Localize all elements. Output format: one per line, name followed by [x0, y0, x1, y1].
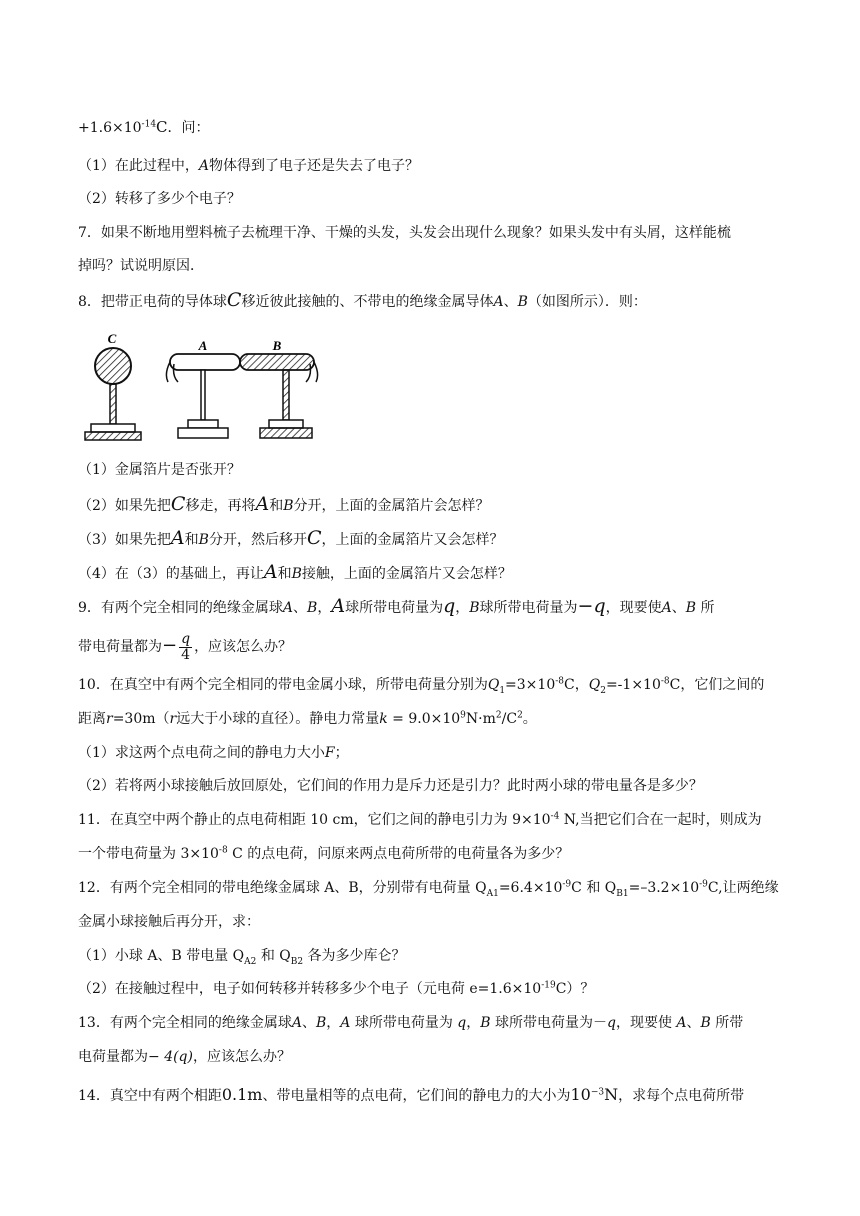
q8-var-c: C: [226, 289, 242, 311]
q12-s2-exp: -19: [541, 980, 556, 991]
q12-sub2: [78, 979, 594, 999]
q10-q1-exp: -8: [555, 676, 565, 687]
q10-q2-sub: 2: [600, 685, 606, 696]
q10-l2g: 。: [522, 711, 537, 727]
prev-sub1-rest: 物体得到了电子还是失去了电子？: [209, 158, 420, 174]
fig-label-c: C: [107, 334, 117, 346]
q12-l1c: C 和 Q: [571, 880, 617, 896]
q12-l1d: =–3.2×10: [628, 880, 700, 896]
q11-l1a: 11．在真空中两个静止的点电荷相距 10 cm，它们之间的静电引力为 9×10: [78, 812, 551, 828]
q8-intro: [78, 290, 647, 312]
q9-sep: 、: [293, 600, 308, 616]
q9-fraction: [179, 632, 192, 663]
q9-d: 球所带电荷量为: [479, 600, 578, 616]
q10-m-exp: 2: [495, 710, 502, 721]
q13-l1d: ，: [466, 1015, 481, 1031]
q10-q2-val: =-1×10: [605, 677, 661, 693]
q8-s4-and: 和: [277, 566, 292, 582]
ask-text: ．问：: [167, 120, 210, 136]
q10-q1: Q: [487, 677, 500, 693]
q12-sub1: [78, 946, 406, 966]
q9-var-q: q: [443, 595, 456, 617]
q13-l1c: 球所带电荷量为: [350, 1015, 458, 1031]
q14-line1: [78, 1085, 744, 1106]
q10-s1b: ；: [334, 745, 349, 761]
q8-s2-a: （2）如果先把: [78, 498, 171, 514]
q9-neg-q: −q: [577, 595, 606, 617]
prev-sub1: [78, 156, 419, 176]
conductor-figure: [84, 334, 324, 446]
q10-sub1: [78, 743, 349, 763]
q10-k-exp: 9: [460, 710, 466, 721]
q9-var-b2: B: [469, 600, 480, 616]
q8-s4-a: （4）在（3）的基础上，再让: [78, 566, 264, 582]
q12-exp2: -9: [699, 879, 708, 890]
q13-l1e: 球所带电荷量为－: [490, 1015, 607, 1031]
prev-sub2: （2）转移了多少个电子？: [78, 191, 241, 207]
q13-line2: [78, 1047, 291, 1067]
q14-force-exp: −3: [590, 1087, 605, 1098]
q11-l2b: C 的点电荷，问原来两点电荷所带的电荷量各为多少？: [227, 846, 570, 862]
q8-sub4: [78, 562, 512, 584]
q12-s2a: （2）在接触过程中，电子如何转移并转移多少个电子（元电荷 e=1.6×10: [78, 981, 542, 997]
q8-var-b: B: [517, 294, 528, 310]
q13-sep2: 、: [686, 1015, 701, 1031]
q13-b: B: [315, 1015, 327, 1031]
q13-a3: A: [676, 1015, 687, 1031]
prev-sub1-var: A: [198, 158, 210, 174]
q14-force-unit: N: [604, 1085, 619, 1104]
q8-s4-rest: 接触，上面的金属箔片又会怎样？: [301, 566, 512, 582]
q10-r: r: [106, 711, 113, 727]
q14-c: ，求每个点电荷所带: [618, 1088, 745, 1104]
q12-l1b: =6.4×10: [498, 880, 563, 896]
q10-line1: [78, 675, 764, 695]
q8-s3-var-b: B: [198, 532, 209, 548]
q13-b2: B: [480, 1015, 491, 1031]
q13-q: q: [457, 1015, 467, 1031]
q8-sub3: [78, 528, 504, 550]
q9-b: 球所带电荷量为: [345, 600, 444, 616]
charge-line: [78, 117, 210, 138]
q10-r2: r: [169, 711, 177, 727]
q8-s3-rest: ，上面的金属箔片又会怎样？: [321, 532, 504, 548]
q10-q2-unit: C，它们之间的: [669, 677, 765, 693]
q9-line2: [78, 628, 292, 665]
q9-f: 所: [700, 600, 715, 616]
q11-l2a: 一个带电荷量为 3×10: [78, 846, 219, 862]
q13-l1b: ，: [326, 1015, 341, 1031]
q9-comma: ，: [317, 600, 332, 616]
q10-q1-unit: C，: [564, 677, 589, 693]
charge-exponent: -14: [141, 119, 157, 130]
q14-force: 10: [570, 1085, 591, 1104]
q8-s2-var-a: A: [255, 493, 270, 515]
q10-q2-exp: -8: [660, 676, 670, 687]
q9-c: ，: [455, 600, 470, 616]
q12-s2b: C）？: [555, 981, 595, 997]
q8-sub1: （1）金属箔片是否张开？: [78, 462, 241, 478]
q8-var-a: A: [493, 294, 504, 310]
q14-b: 、带电量相等的点电荷，它们间的静电力的大小为: [262, 1088, 571, 1104]
q9-var-a2: A: [331, 595, 346, 617]
q7-line2: 掉吗？试说明原因．: [78, 258, 204, 274]
q12-qb1-sub: B1: [616, 888, 629, 899]
q8-intro-a: 8．把带正电荷的导体球: [78, 294, 227, 310]
q8-s3-var-c: C: [306, 527, 322, 549]
q9-h: ，应该怎么办？: [194, 639, 293, 655]
q10-q2: Q: [588, 677, 601, 693]
charged-sphere-c: [85, 348, 141, 440]
q8-s4-var-a: A: [263, 561, 278, 583]
q12-qa2-sub: A2: [244, 956, 257, 967]
q13-q2: q: [607, 1015, 616, 1031]
q10-l1a: 10．在真空中有两个完全相同的带电金属小球，所带电荷量分别为: [78, 677, 488, 693]
q9-e: ，现要使: [605, 600, 662, 616]
q9-var-b: B: [307, 600, 318, 616]
q9-minus: −: [162, 635, 178, 656]
q13-l1f: ，现要使: [615, 1015, 677, 1031]
q9-frac-den: 4: [181, 646, 191, 663]
charge-value: +1.6×10: [78, 120, 142, 136]
q12-l1e: C,让两绝缘: [707, 880, 779, 896]
q10-l2a: 距离: [78, 711, 106, 727]
q10-sub2: （2）若将两小球接触后放回原处，它们间的作用力是斥力还是引力？此时两小球的带电量各是多少？: [78, 778, 703, 794]
q9-var-b3: B: [685, 600, 697, 616]
fig-label-b: B: [272, 338, 282, 353]
q10-s1a: （1）求这两个点电荷之间的静电力大小: [78, 745, 325, 761]
charge-unit: C: [156, 118, 168, 136]
q8-s3-a: （3）如果先把: [78, 532, 171, 548]
q11-line2: [78, 844, 569, 864]
q11-l2-exp: -8: [218, 845, 228, 856]
q10-q1-sub: 1: [499, 685, 506, 696]
q10-k: k: [379, 711, 388, 727]
q9-frac-num: q: [181, 630, 191, 647]
q12-qb2-sub: B2: [290, 956, 304, 967]
q10-q1-val: =3×10: [505, 677, 556, 693]
q8-s2-rest: 分开，上面的金属箔片会怎样？: [293, 498, 490, 514]
q7-line1: 7．如果不断地用塑料梳子去梳理干净、干燥的头发，头发会出现什么现象？如果头发中有头屑，这样能梳: [78, 225, 731, 241]
q13-a2: A: [340, 1015, 351, 1031]
q9-g: 带电荷量都为: [78, 639, 162, 655]
q10-l2e: N·m: [465, 711, 496, 727]
q11-l1-exp: -4: [550, 811, 560, 822]
q13-l2a: 电荷量都为−: [78, 1049, 165, 1065]
q12-s1a: （1）小球 A、B 带电量 Q: [78, 948, 245, 964]
conductor-a: [166, 354, 240, 438]
q9-sep2: 、: [671, 600, 686, 616]
q12-s1c: 各为多少库仑？: [303, 948, 406, 964]
q8-s3-b: 分开，然后移开: [208, 532, 307, 548]
q10-l2c: 远大于小球的直径）。静电力常量: [176, 711, 380, 727]
q10-l2d: = 9.0×10: [387, 711, 461, 727]
q13-sep: 、: [301, 1015, 316, 1031]
q10-l2f: /C: [501, 711, 518, 727]
q14-dist: 0.1m: [221, 1085, 263, 1104]
q12-line2: 金属小球接触后再分开，求：: [78, 914, 260, 930]
q8-s2-c: C: [170, 493, 186, 515]
q13-a: A: [291, 1015, 302, 1031]
q10-f: F: [324, 745, 335, 761]
fig-label-a: A: [198, 338, 208, 353]
q11-line1: [78, 810, 762, 830]
q13-l2b: ，应该怎么办？: [192, 1049, 291, 1065]
q8-s3-var-a: A: [170, 527, 185, 549]
q12-exp1: -9: [562, 879, 572, 890]
q12-l1a: 12．有两个完全相同的带电绝缘金属球 A、B，分别带有电荷量 Q: [78, 880, 487, 896]
q11-l1b: N,当把它们合在一起时，则成为: [559, 812, 762, 828]
q8-s2-var-b: B: [283, 498, 294, 514]
q8-s3-and: 和: [184, 532, 199, 548]
q9-line1: [78, 596, 715, 618]
q8-sub2: [78, 494, 490, 516]
q10-c-exp: 2: [517, 710, 523, 721]
q10-line2: [78, 709, 537, 729]
q8-intro-b: 移近彼此接触的、不带电的绝缘金属导体: [241, 294, 494, 310]
q13-l1a: 13．有两个完全相同的绝缘金属球: [78, 1015, 292, 1031]
q8-s2-b: 移走，再将: [185, 498, 256, 514]
q12-s1b: 和 Q: [256, 948, 291, 964]
q8-s4-var-b: B: [291, 566, 302, 582]
conductor-b: [240, 354, 318, 438]
q13-b3: B: [700, 1015, 711, 1031]
prev-sub1-label: （1）在此过程中，: [78, 158, 199, 174]
q9-var-a3: A: [661, 600, 672, 616]
q13-l1g: 所带: [710, 1015, 744, 1031]
q13-expr: 4(q): [164, 1049, 193, 1065]
q9-a: 9．有两个完全相同的绝缘金属球: [78, 600, 283, 616]
q8-s2-and: 和: [269, 498, 284, 514]
q12-line1: [78, 878, 779, 898]
q10-l2b: =30m（: [112, 711, 170, 727]
q9-var-a: A: [282, 600, 294, 616]
q12-qa1-sub: A1: [486, 888, 499, 899]
q8-intro-c: （如图所示）．则：: [527, 294, 647, 310]
q14-a: 14．真空中有两个相距: [78, 1088, 222, 1104]
q13-line1: [78, 1013, 743, 1033]
q8-sep: 、: [503, 294, 518, 310]
